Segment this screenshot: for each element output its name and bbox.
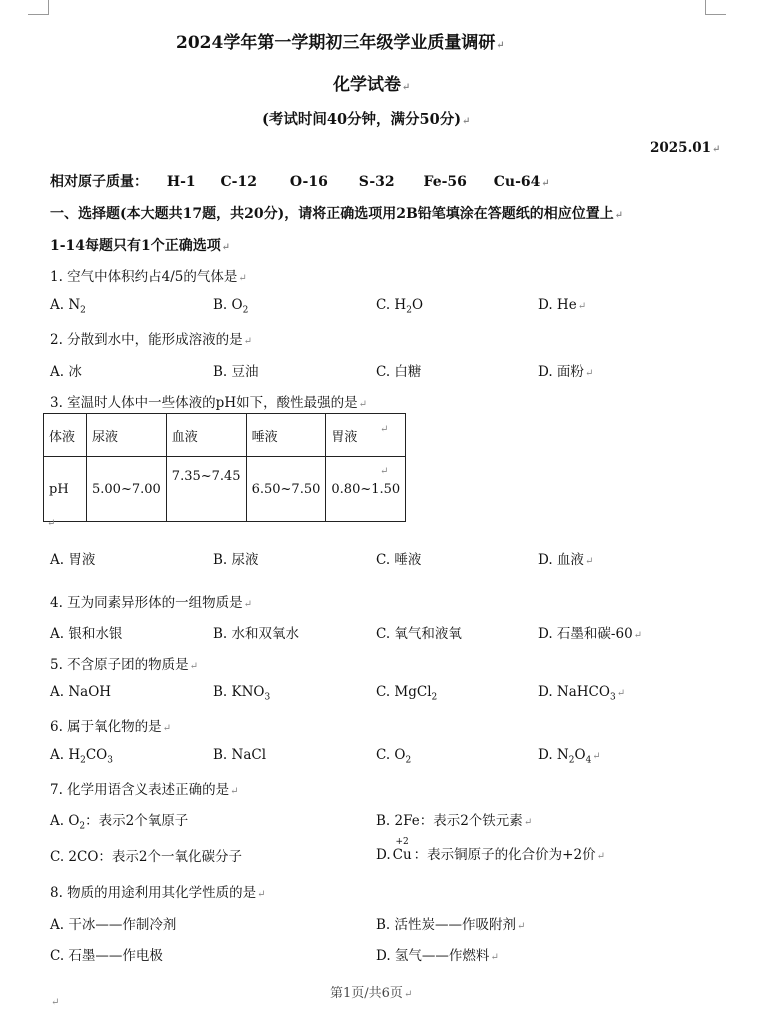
- q6-option-a: A. $H_2CO_3$: [50, 747, 113, 766]
- q2-option-b: B. 豆油: [213, 364, 259, 380]
- q2-option-d: D. 面粉↵: [538, 364, 594, 380]
- section-heading: 一、选择题(本大题共17题，共20分)，请将正确选项用2B铅笔填涂在答题纸的相应位置上↵: [50, 206, 624, 222]
- atomic-mass-line: 相对原子质量： H-1 C-12 O-16 S-32 Fe-56 Cu-64↵: [50, 174, 550, 190]
- q5-option-c: C. MgCl$_2$: [376, 684, 438, 703]
- table-row-mark: ↵: [380, 466, 389, 477]
- table-cell: 5.00~7.00: [87, 457, 167, 522]
- page-footer: 第1页/共6页↵: [330, 986, 413, 1001]
- q7-option-c: C. 2CO：表示2个一氧化碳分子: [50, 849, 243, 865]
- q3-option-c: C. 唾液: [376, 552, 422, 568]
- exam-title: 2024学年第一学期初三年级学业质量调研↵: [176, 33, 505, 53]
- question-7-stem: 7. 化学用语含义表述正确的是↵: [50, 782, 239, 798]
- exam-date: 2025.01↵: [650, 140, 721, 156]
- subject-title: 化学试卷↵: [333, 75, 411, 95]
- q3-option-d: D. 血液↵: [538, 552, 594, 568]
- table-cell: 体液: [44, 414, 87, 457]
- q2-option-a: A. 冰: [50, 364, 82, 380]
- ph-table-header-row: [44, 414, 406, 457]
- q3-option-b: B. 尿液: [213, 552, 259, 568]
- section-subheading: 1-14每题只有1个正确选项↵: [50, 238, 231, 254]
- q7-option-b: B. 2Fe：表示2个铁元素↵: [376, 813, 533, 829]
- q7-option-d: D. +2 Cu ：表示铜原子的化合价为+2价↵: [376, 837, 605, 863]
- q2-option-c: C. 白糖: [376, 364, 422, 380]
- q1-option-c: C. $H_2O$: [376, 297, 424, 316]
- table-cell: 唾液: [246, 414, 326, 457]
- table-cell: 0.80~1.50: [326, 457, 406, 522]
- q4-option-b: B. 水和双氧水: [213, 626, 300, 642]
- table-cell: 7.35~7.45: [166, 457, 246, 522]
- table-cell: 6.50~7.50: [246, 457, 326, 522]
- paragraph-mark: ↵: [47, 518, 56, 529]
- q4-option-d: D. 石墨和碳-60↵: [538, 626, 643, 642]
- question-2-stem: 2. 分散到水中，能形成溶液的是↵: [50, 332, 253, 348]
- paragraph-mark: ↵: [51, 997, 60, 1008]
- q4-option-a: A. 银和水银: [50, 626, 123, 642]
- q8-option-d: D. 氢气——作燃料↵: [376, 948, 499, 964]
- q1-option-d: D. He↵: [538, 297, 587, 313]
- table-cell: 胃液: [326, 414, 406, 457]
- table-cell: 尿液: [87, 414, 167, 457]
- q8-option-c: C. 石墨——作电极: [50, 948, 163, 964]
- q6-option-b: B. NaCl: [213, 747, 267, 763]
- q5-option-a: A. NaOH: [50, 684, 112, 700]
- q5-option-d: D. NaHCO$_3$↵: [538, 684, 626, 703]
- q4-option-c: C. 氧气和液氧: [376, 626, 462, 642]
- question-1-stem: 1. 空气中体积约占4/5的气体是↵: [50, 269, 247, 285]
- copper-valence-symbol: +2 Cu: [392, 837, 412, 863]
- question-5-stem: 5. 不含原子团的物质是↵: [50, 657, 199, 673]
- table-row-mark: ↵: [380, 424, 389, 435]
- ph-table: [43, 413, 406, 522]
- q6-option-c: C. $O_2$: [376, 747, 412, 766]
- question-3-stem: 3. 室温时人体中一些体液的pH如下，酸性最强的是↵: [50, 395, 367, 411]
- q1-option-b: B. $O_2$: [213, 297, 249, 316]
- q8-option-a: A. 干冰——作制冷剂: [50, 917, 177, 933]
- q3-option-a: A. 胃液: [50, 552, 96, 568]
- q7-option-a: A. $O_2$：表示2个氧原子: [50, 813, 189, 832]
- question-8-stem: 8. 物质的用途利用其化学性质的是↵: [50, 885, 266, 901]
- question-6-stem: 6. 属于氧化物的是↵: [50, 719, 172, 735]
- question-4-stem: 4. 互为同素异形体的一组物质是↵: [50, 595, 253, 611]
- q6-option-d: D. $N_2O_4↵$: [538, 747, 601, 766]
- exam-info: (考试时间40分钟，满分50分)↵: [262, 111, 471, 128]
- table-cell: pH: [44, 457, 87, 522]
- q8-option-b: B. 活性炭——作吸附剂↵: [376, 917, 526, 933]
- table-cell: 血液: [166, 414, 246, 457]
- ph-table-value-row: [44, 457, 406, 522]
- crop-mark-top-left: [28, 0, 49, 15]
- q1-option-a: A. $N_2$: [50, 297, 86, 316]
- crop-mark-top-right: [705, 0, 726, 15]
- q5-option-b: B. $KNO_3$: [213, 684, 271, 703]
